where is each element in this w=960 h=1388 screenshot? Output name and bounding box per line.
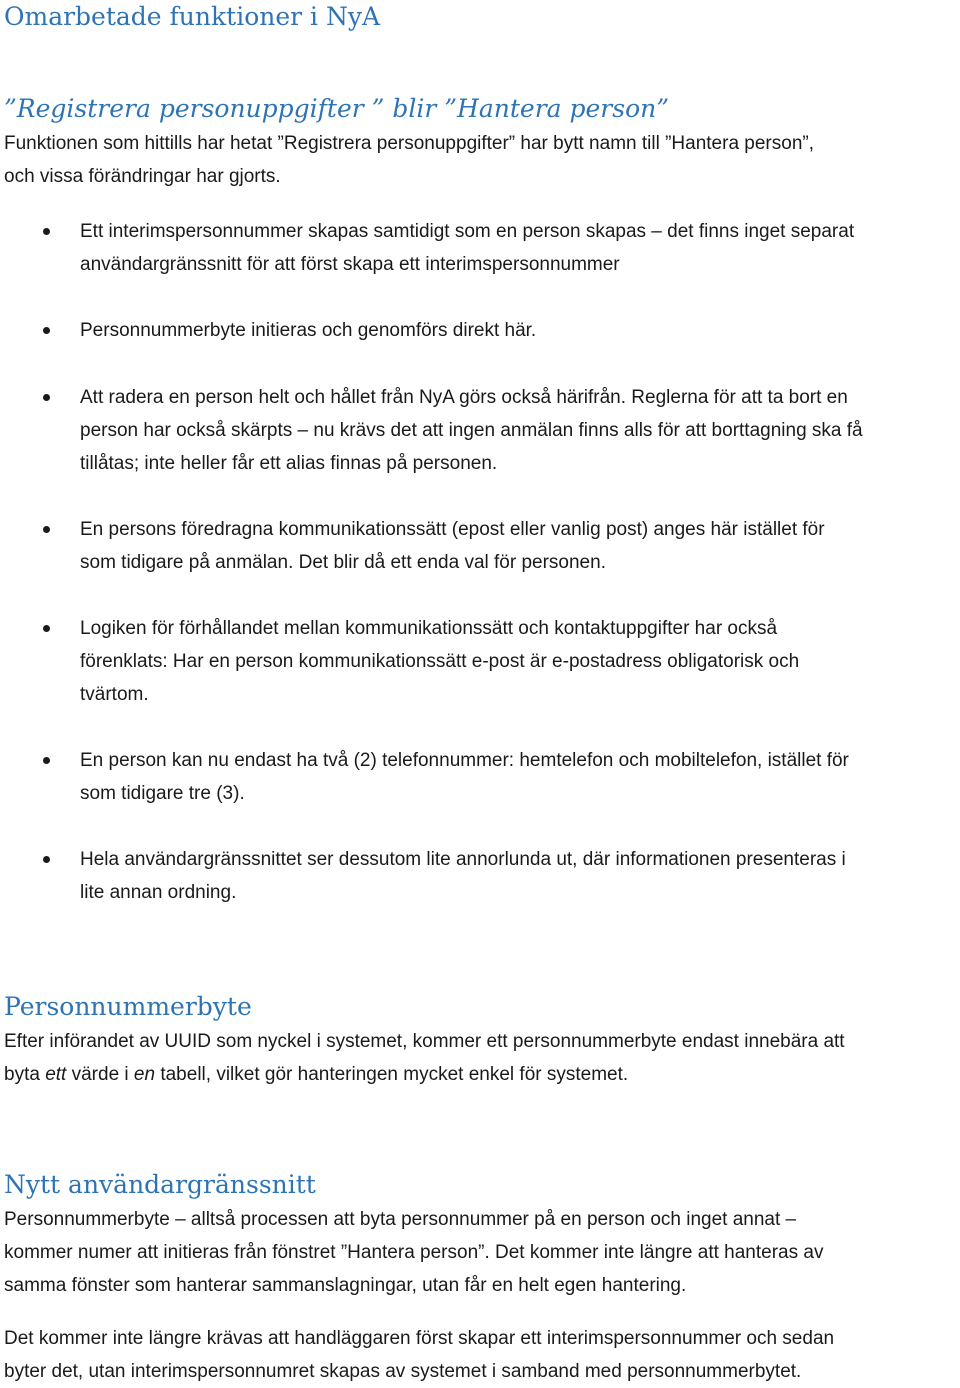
emphasis-text: en <box>133 1064 156 1085</box>
paragraph-line: Det kommer inte längre krävas att handläggaren först skapar ett interimspersonnummer och sedan <box>4 1328 835 1349</box>
list-item-line: som tidigare tre (3). <box>80 783 245 804</box>
page-title: Omarbetade funktioner i NyA <box>4 2 381 31</box>
section-heading-nytt-anvandargranssnitt: Nytt användargränssnitt <box>4 1170 316 1199</box>
list-item-line: tvärtom. <box>80 684 149 705</box>
bullet-icon <box>43 856 50 863</box>
intro-line: och vissa förändringar har gjorts. <box>4 166 281 187</box>
text-run: tabell, vilket gör hanteringen mycket enkel för systemet. <box>155 1064 629 1085</box>
list-item-line: Att radera en person helt och hållet från NyA görs också härifrån. Reglerna för att ta bort en <box>80 387 848 408</box>
section-heading-personnummerbyte: Personnummerbyte <box>4 992 252 1021</box>
paragraph-line: Personnummerbyte – alltså processen att byta personnummer på en person och inget annat – <box>4 1209 797 1230</box>
section-heading-hantera-person: ”Registrera personuppgifter ” blir ”Hantera person” <box>4 94 670 123</box>
bullet-icon <box>43 327 50 334</box>
bullet-icon <box>43 394 50 401</box>
list-item-line: förenklats: Har en person kommunikationssätt e-post är e-postadress obligatorisk och <box>80 651 800 672</box>
bullet-icon <box>43 526 50 533</box>
list-item-line: Logiken för förhållandet mellan kommunikationssätt och kontaktuppgifter har också <box>80 618 778 639</box>
paragraph-line: Efter införandet av UUID som nyckel i systemet, kommer ett personnummerbyte endast innebära att <box>4 1031 845 1052</box>
emphasis-text: ett <box>45 1064 67 1085</box>
list-item-line: Hela användargränssnittet ser dessutom lite annorlunda ut, där informationen presenteras i <box>80 849 846 870</box>
paragraph-line <box>4 1058 956 1091</box>
section2-paragraph <box>4 1025 956 1091</box>
bullet-icon <box>43 228 50 235</box>
bullet-icon <box>43 757 50 764</box>
paragraph-line: kommer numer att initieras från fönstret ”Hantera person”. Det kommer inte längre att hanteras av <box>4 1242 824 1263</box>
paragraph-line: byter det, utan interimspersonnumret skapas av systemet i samband med personnummerbytet. <box>4 1361 802 1382</box>
list-item-line: person har också skärpts – nu krävs det att ingen anmälan finns alls för att borttagning ska få <box>80 420 863 441</box>
list-item-line: Ett interimspersonnummer skapas samtidigt som en person skapas – det finns inget separat <box>80 221 855 242</box>
paragraph-line: samma fönster som hanterar sammanslagningar, utan får en helt egen hantering. <box>4 1275 687 1296</box>
list-item-line: tillåtas; inte heller får ett alias finnas på personen. <box>80 453 498 474</box>
text-run: värde i <box>66 1064 134 1085</box>
intro-line: Funktionen som hittills har hetat ”Registrera personuppgifter” har bytt namn till ”Hantera person”, <box>4 133 814 154</box>
list-item-line: En person kan nu endast ha två (2) telefonnummer: hemtelefon och mobiltelefon, istället för <box>80 750 849 771</box>
bullet-icon <box>43 625 50 632</box>
section3-paragraph-1 <box>4 1203 956 1302</box>
list-item-line: Personnummerbyte initieras och genomförs direkt här. <box>80 320 537 341</box>
text-run: byta <box>4 1064 46 1085</box>
list-item-line: En persons föredragna kommunikationssätt (epost eller vanlig post) anges här istället för <box>80 519 825 540</box>
list-item-line: lite annan ordning. <box>80 882 237 903</box>
section1-intro <box>4 127 956 193</box>
list-item-line: som tidigare på anmälan. Det blir då ett enda val för personen. <box>80 552 606 573</box>
section3-paragraph-2 <box>4 1322 956 1388</box>
list-item-line: användargränssnitt för att först skapa ett interimspersonnummer <box>80 254 620 275</box>
